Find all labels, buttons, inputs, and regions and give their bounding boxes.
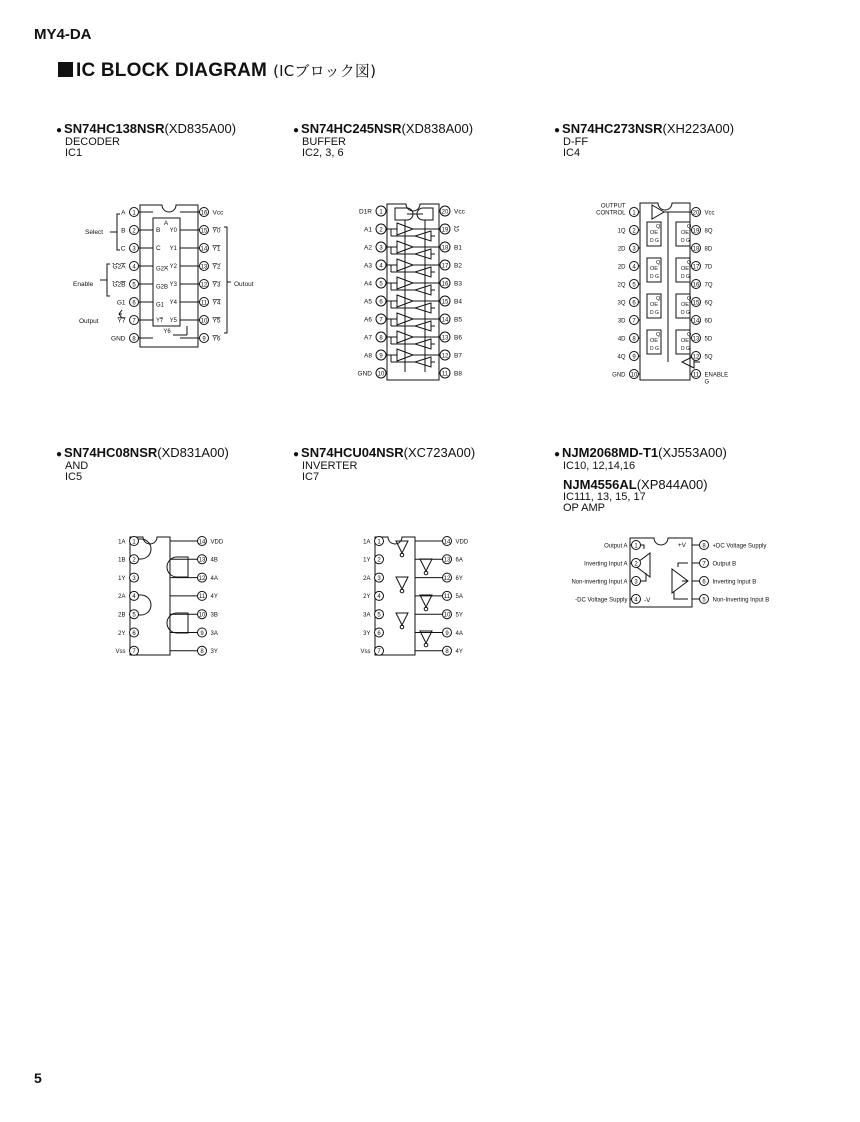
pin-label: 6D: [704, 318, 713, 325]
pin-number: 3: [379, 245, 383, 252]
pin-number: 1: [632, 210, 636, 217]
pin-label: -DC Voltage Supply: [575, 597, 628, 604]
pin-label: Y4: [212, 299, 221, 307]
pin-number: 12: [200, 282, 208, 289]
pin-label: 3Y: [363, 630, 371, 637]
pin-label: 4B: [210, 557, 218, 564]
pin-label: A5: [364, 298, 372, 306]
ic-part-number: SN74HC273NSR: [562, 121, 663, 136]
ic-part-number: SN74HC08NSR: [64, 445, 158, 460]
pin-label: Vss: [360, 649, 371, 656]
pin-number: 8: [132, 336, 136, 343]
pin-label: Vcc: [212, 209, 224, 217]
ic-header-opamp: ● NJM2068MD-T1(XJ553A00) IC10, 12,14,16 NJM4556AL(XP844A00) IC111, 13, 15, 17 OP AMP: [554, 445, 727, 514]
pin-number: 7: [377, 649, 381, 656]
pin-number: 9: [445, 630, 449, 637]
pin-label: Output A: [604, 543, 628, 550]
group-label-output: Output: [79, 318, 99, 325]
heading-square-icon: [58, 62, 73, 77]
ff-dg-label: D G: [681, 310, 690, 316]
pin-label: 1A: [118, 539, 126, 546]
pin-label: CONTROL: [596, 210, 626, 217]
pin-number: 17: [441, 263, 449, 270]
buffer-b-to-a-icon: [415, 321, 431, 331]
ff-oe-label: OE: [650, 302, 658, 308]
pin-number: 5: [379, 281, 383, 288]
pin-label: B7: [454, 352, 462, 360]
pin-number: 15: [200, 228, 208, 235]
heading-title-jp: (ICブロック図): [273, 62, 377, 80]
ff-q-label: Q: [656, 332, 661, 338]
pin-label: B6: [454, 334, 462, 342]
pin-label: 4D: [617, 336, 626, 343]
buffer-b-to-a-icon: [415, 267, 431, 277]
pin-number: 9: [379, 353, 383, 360]
pin-label: A1: [364, 226, 372, 234]
group-label-enable: Enable: [73, 281, 94, 288]
ic-function: DECODER: [65, 136, 121, 148]
pin-number: 9: [200, 630, 204, 637]
pin-number: 2: [632, 228, 636, 235]
ff-q-label: Q: [687, 224, 692, 230]
decoder-input-label: A: [163, 220, 169, 227]
pin-label: 2Y: [363, 594, 371, 601]
pin-number: 12: [692, 354, 700, 361]
ff-q-label: Q: [656, 296, 661, 302]
pin-number: 2: [132, 557, 136, 564]
pin-label: 3D: [617, 318, 626, 325]
pin-number: 3: [132, 246, 136, 253]
pin-label: VDD: [455, 539, 469, 546]
pin-number: 14: [692, 318, 700, 325]
ic-part-code-2: (XP844A00): [636, 477, 708, 492]
pin-label: ENABLE: [704, 372, 729, 379]
pin-number: 2: [377, 557, 381, 564]
ic-part-number: NJM2068MD-T1: [562, 445, 659, 460]
pin-label: 1A: [363, 539, 371, 546]
ic-part-number: SN74HC138NSR: [64, 121, 165, 136]
inverter-icon: [420, 595, 432, 607]
pin-label: G2A: [112, 263, 126, 271]
pin-number: 6: [377, 630, 381, 637]
ff-dg-label: D G: [650, 274, 659, 280]
ic-header-hc273: ● SN74HC273NSR(XH223A00) D-FF IC4: [554, 121, 735, 159]
ff-oe-label: OE: [650, 266, 658, 272]
pin-label: 1Y: [363, 557, 371, 564]
decoder-output-label: Y0: [169, 228, 177, 234]
pin-number: 6: [132, 630, 136, 637]
pin-label: B5: [454, 316, 462, 324]
ic-part-number: SN74HC245NSR: [301, 121, 402, 136]
ff-oe-label: OE: [650, 230, 658, 236]
ic-refs-2: IC111, 13, 15, 17: [563, 491, 646, 503]
pin-number: 4: [634, 597, 638, 604]
pin-number: 3: [632, 246, 636, 253]
decoder-output-label: Y1: [169, 246, 177, 252]
ff-oe-label: OE: [681, 338, 689, 344]
pin-number: 20: [441, 209, 449, 216]
pin-label: 7Q: [704, 282, 713, 289]
pin-label: 7D: [704, 264, 713, 271]
ic-part-code: (XC723A00): [403, 445, 476, 460]
pin-number: 13: [692, 336, 700, 343]
pin-label: 6Y: [455, 575, 463, 582]
ic-function: AND: [65, 460, 89, 472]
decoder-output-label: Y3: [169, 282, 177, 288]
pin-label: Y1: [212, 245, 221, 253]
pin-number: 10: [377, 371, 385, 378]
pin-number: 12: [198, 575, 206, 582]
pin-label: G: [704, 379, 710, 386]
pin-label: 1Q: [617, 228, 626, 235]
ic-function: D-FF: [563, 136, 589, 148]
opamp-internal-minus-v: -V: [644, 597, 651, 604]
pin-number: 8: [445, 649, 449, 656]
pin-number: 5: [132, 282, 136, 289]
pin-number: 18: [692, 246, 700, 253]
inverter-icon: [396, 577, 408, 589]
pin-label: 4A: [210, 575, 218, 582]
opamp-internal-plus-v: +V: [677, 542, 686, 549]
ff-q-label: Q: [687, 296, 692, 302]
pin-label: 3Y: [210, 649, 218, 656]
pin-number: 8: [632, 336, 636, 343]
pin-label: 2B: [118, 612, 126, 619]
ic-refs: IC2, 3, 6: [302, 147, 344, 159]
pin-label: B1: [454, 244, 462, 252]
pin-number: 4: [379, 263, 383, 270]
pin-number: 6: [632, 300, 636, 307]
ff-dg-label: D G: [650, 346, 659, 352]
pin-label: Non-Inverting Input B: [712, 597, 770, 604]
pin-label: +DC Voltage Supply: [712, 543, 767, 550]
document-id: MY4-DA: [34, 26, 92, 43]
pin-label: Y3: [212, 281, 221, 289]
pin-number: 4: [132, 594, 136, 601]
ic-part-code: (XD835A00): [164, 121, 237, 136]
group-label-outout: Outout: [234, 281, 254, 288]
pin-label: 1B: [118, 557, 126, 564]
pin-label: A4: [364, 280, 372, 288]
pin-label: A8: [364, 352, 372, 360]
pin-label: Vcc: [454, 208, 465, 216]
ff-oe-label: OE: [681, 266, 689, 272]
pin-number: 5: [377, 612, 381, 619]
pin-number: 6: [379, 299, 383, 306]
pin-number: 18: [441, 245, 449, 252]
pin-number: 13: [441, 335, 449, 342]
pin-number: 10: [630, 372, 638, 379]
pin-number: 5: [132, 612, 136, 619]
pin-label: 8D: [704, 246, 713, 253]
pin-number: 20: [692, 210, 700, 217]
pin-label: Non-inverting Input A: [571, 579, 628, 586]
pin-label: 1Y: [118, 575, 126, 582]
hc138-diagram: [60, 195, 280, 355]
pin-label: 5A: [455, 594, 463, 601]
ff-oe-label: OE: [650, 338, 658, 344]
pin-number: 11: [692, 372, 700, 379]
ic-header-hc138: ● SN74HC138NSR(XD835A00) DECODER IC1: [56, 121, 237, 159]
pin-number: 8: [379, 335, 383, 342]
pin-label: D1R: [358, 208, 372, 216]
pin-label: 5Y: [455, 612, 463, 619]
ic-part-code: (XH223A00): [662, 121, 735, 136]
ff-q-label: Q: [687, 332, 692, 338]
pin-label: B4: [454, 298, 462, 306]
decoder-output-label: Y4: [169, 300, 177, 306]
ff-oe-label: OE: [681, 230, 689, 236]
pin-label: 8Q: [704, 228, 713, 235]
pin-label: 2D: [617, 264, 626, 271]
pin-number: 13: [198, 557, 206, 564]
pin-number: 4: [632, 264, 636, 271]
pin-label: Inverting Input A: [584, 561, 628, 568]
pin-number: 1: [634, 543, 638, 550]
decoder-input-label: G1: [156, 302, 165, 309]
ic-refs: IC1: [65, 147, 83, 159]
pin-label: 2Q: [617, 282, 626, 289]
pin-number: 8: [200, 649, 204, 656]
pin-number: 13: [200, 264, 208, 271]
buffer-b-to-a-icon: [415, 339, 431, 349]
ic-refs: IC5: [65, 471, 83, 483]
hc08-diagram: [105, 533, 240, 658]
pin-number: 19: [441, 227, 449, 234]
hc245-diagram: [345, 200, 485, 385]
buffer-b-to-a-icon: [415, 285, 431, 295]
group-label-select: Select: [85, 229, 104, 236]
pin-number: 2: [634, 561, 638, 568]
pin-label: 6Q: [704, 300, 713, 307]
pin-number: 3: [377, 575, 381, 582]
pin-number: 3: [132, 575, 136, 582]
pin-label: 4Y: [210, 594, 218, 601]
pin-number: 1: [132, 539, 136, 546]
pin-label: B3: [454, 280, 462, 288]
pin-number: 14: [443, 539, 451, 546]
pin-number: 1: [379, 209, 383, 216]
pin-label: 2D: [617, 246, 626, 253]
pin-number: 11: [200, 300, 208, 307]
ic-function-2: OP AMP: [563, 502, 605, 514]
pin-number: 10: [200, 318, 208, 325]
opamp-diagram: [555, 535, 795, 610]
pin-label: B2: [454, 262, 462, 270]
pin-label: VDD: [210, 539, 224, 546]
decoder-output-label: Y6: [163, 329, 171, 335]
ic-part-number-2: NJM4556AL: [563, 477, 637, 492]
ff-dg-label: D G: [681, 346, 690, 352]
pin-number: 9: [632, 354, 636, 361]
buffer-icon: [652, 205, 664, 219]
ff-dg-label: D G: [650, 238, 659, 244]
pin-label: Vss: [115, 649, 126, 656]
decoder-input-label: Y7: [156, 318, 164, 324]
pin-number: 10: [198, 612, 206, 619]
pin-label: GND: [357, 370, 372, 378]
pin-label: OUTPUT: [600, 203, 626, 210]
pin-number: 6: [702, 579, 706, 586]
pin-number: 4: [132, 264, 136, 271]
pin-number: 5: [632, 282, 636, 289]
pin-number: 7: [132, 318, 136, 325]
pin-number: 2: [132, 228, 136, 235]
pin-label: Y0: [212, 227, 221, 235]
decoder-output-label: Y5: [169, 318, 177, 324]
ic-refs: IC10, 12,14,16: [563, 460, 636, 472]
ic-part-code: (XJ553A00): [658, 445, 727, 460]
pin-number: 4: [377, 594, 381, 601]
pin-number: 6: [132, 300, 136, 307]
pin-number: 8: [702, 543, 706, 550]
ic-refs: IC7: [302, 471, 320, 483]
pin-label: Y6: [212, 335, 221, 343]
ff-dg-label: D G: [681, 238, 690, 244]
hc273-diagram: [590, 198, 760, 388]
ff-q-label: Q: [656, 224, 661, 230]
pin-number: 1: [132, 210, 136, 217]
pin-number: 10: [443, 612, 451, 619]
pin-number: 7: [702, 561, 706, 568]
pin-number: 16: [441, 281, 449, 288]
pin-number: 12: [441, 353, 449, 360]
pin-number: 7: [132, 649, 136, 656]
pin-number: 15: [692, 300, 700, 307]
pin-label: G1: [116, 299, 126, 307]
pin-number: 7: [379, 317, 383, 324]
pin-label: Inverting Input B: [712, 579, 757, 586]
pin-label: A2: [364, 244, 372, 252]
pin-label: 3Q: [617, 300, 626, 307]
pin-number: 9: [202, 336, 206, 343]
ic-header-hc245: ● SN74HC245NSR(XD838A00) BUFFER IC2, 3, 6: [293, 121, 474, 159]
pin-number: 2: [379, 227, 383, 234]
pin-number: 3: [634, 579, 638, 586]
pin-label: GND: [111, 335, 126, 343]
pin-label: A6: [364, 316, 372, 324]
buffer-b-to-a-icon: [415, 249, 431, 259]
pin-label: GND: [612, 372, 626, 379]
ic-part-code: (XD831A00): [157, 445, 229, 460]
pin-label: 2A: [118, 594, 126, 601]
ic-header-hcu04: ● SN74HCU04NSR(XC723A00) INVERTER IC7: [293, 445, 476, 483]
decoder-input-label: C: [156, 245, 161, 252]
pin-number: 14: [198, 539, 206, 546]
ic-header-hc08: ● SN74HC08NSR(XD831A00) AND IC5: [56, 445, 229, 483]
pin-number: 15: [441, 299, 449, 306]
pin-number: 17: [692, 264, 700, 271]
pin-number: 13: [443, 557, 451, 564]
buffer-b-to-a-icon: [415, 303, 431, 313]
ff-q-label: Q: [687, 260, 692, 266]
buffer-b-to-a-icon: [415, 231, 431, 241]
ff-q-label: Q: [656, 260, 661, 266]
page-heading: [58, 60, 376, 82]
heading-title: IC BLOCK DIAGRAM: [76, 60, 268, 81]
pin-label: 3B: [210, 612, 218, 619]
pin-label: 2A: [363, 575, 371, 582]
pin-label: G: [454, 226, 460, 234]
pin-label: Y7: [117, 317, 126, 325]
pin-number: 5: [702, 597, 706, 604]
pin-label: C: [120, 245, 126, 253]
ff-oe-label: OE: [681, 302, 689, 308]
ic-refs: IC4: [563, 147, 581, 159]
ic-function: INVERTER: [302, 460, 358, 472]
pin-label: 3A: [363, 612, 371, 619]
pin-number: 14: [441, 317, 449, 324]
pin-label: 4A: [455, 630, 463, 637]
pin-number: 12: [443, 575, 451, 582]
pin-label: Y2: [212, 263, 221, 271]
pin-number: 11: [198, 594, 206, 601]
inverter-icon: [396, 541, 408, 553]
pin-label: Vcc: [704, 210, 715, 217]
hcu04-diagram: [350, 533, 485, 658]
pin-label: A: [121, 209, 126, 217]
decoder-output-label: Y2: [169, 264, 177, 270]
ic-part-code: (XD838A00): [401, 121, 474, 136]
pin-number: 14: [200, 246, 208, 253]
pin-label: 5D: [704, 336, 713, 343]
pin-label: A7: [364, 334, 372, 342]
ic-part-number: SN74HCU04NSR: [301, 445, 404, 460]
decoder-input-label: G2B: [156, 284, 169, 291]
pin-number: 19: [692, 228, 700, 235]
pin-label: B: [121, 227, 126, 235]
pin-number: 7: [632, 318, 636, 325]
pin-label: 6A: [455, 557, 463, 564]
decoder-input-label: G2A: [156, 266, 169, 273]
pin-number: 11: [443, 594, 451, 601]
pin-label: 3A: [210, 630, 218, 637]
ff-dg-label: D G: [650, 310, 659, 316]
pin-label: Y5: [212, 317, 221, 325]
pin-label: B8: [454, 370, 462, 378]
pin-number: 16: [692, 282, 700, 289]
decoder-input-label: B: [156, 227, 161, 234]
pin-number: 16: [200, 210, 208, 217]
pin-label: Output B: [712, 561, 737, 568]
pin-number: 1: [377, 539, 381, 546]
pin-label: A3: [364, 262, 372, 270]
buffer-b-to-a-icon: [415, 357, 431, 367]
inverter-icon: [396, 613, 408, 625]
inverter-icon: [420, 559, 432, 571]
pin-label: 4Q: [617, 354, 626, 361]
ff-dg-label: D G: [681, 274, 690, 280]
pin-label: G2B: [112, 281, 126, 289]
pin-number: 11: [441, 371, 449, 378]
page-number: 5: [34, 1070, 42, 1086]
pin-label: 2Y: [118, 630, 126, 637]
pin-label: 5Q: [704, 354, 713, 361]
ic-function: BUFFER: [302, 136, 346, 148]
pin-label: 4Y: [455, 649, 463, 656]
